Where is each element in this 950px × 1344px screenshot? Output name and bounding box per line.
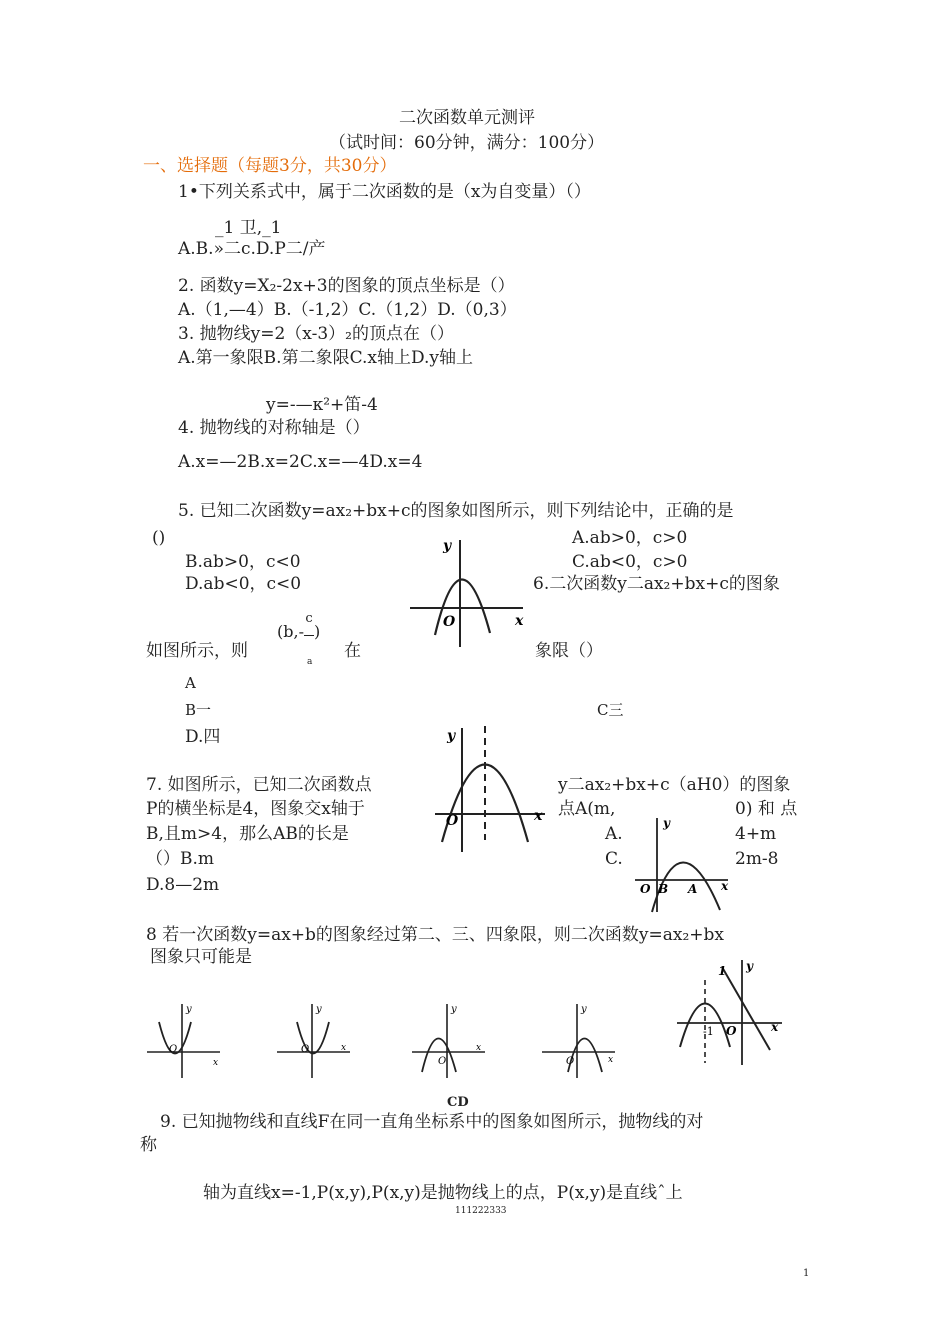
q1-fragment: _1 卫,_1 [215,218,282,238]
q9-line-label: 1 [718,964,727,978]
page-number: 1 [803,1268,810,1279]
q8-graph-a [145,1000,225,1080]
q7-point-a: A [688,882,698,896]
q5-origin: O [443,614,456,630]
q7-option-c: C. [605,849,623,869]
q6-axis-y: y [447,728,456,744]
q7-graph [630,812,735,917]
q3-options: A.第一象限B.第二象限C.x轴上D.y轴上 [178,348,474,368]
q8-graph-d [540,1000,620,1080]
q6-axis-x: x [534,808,543,824]
page-subtitle: （试时间：60分钟，满分：100分） [329,133,605,153]
q8d-origin: O [566,1056,575,1067]
q9-continuation: 称 [140,1135,157,1155]
q6-fraction-numerator: c [305,611,313,626]
q8a-axis-y: y [186,1004,192,1015]
q8c-axis-y: y [451,1004,457,1015]
q5-axis-x: x [515,613,524,629]
q4-stem: 4. 抛物线的对称轴是（） [178,418,370,438]
q9-axis-y: y [746,959,753,973]
q7-line2b: 点A(m, [558,799,616,819]
q7-option-c-value: 2m-8 [735,849,779,869]
q9-minus-one: -1 [703,1025,714,1038]
q8d-axis-y: y [581,1004,587,1015]
q2-stem: 2. 函数y=X₂-2x+3的图象的顶点坐标是（） [178,276,515,296]
q6-graph [430,722,560,857]
q9-axis-x: x [771,1020,779,1034]
q1-stem: 1•下列关系式中，属于二次函数的是（x为自变量）（） [178,182,591,202]
q6-option-b: B一 [185,701,212,719]
q6-continuation: 如图所示，则 [146,641,248,661]
q8-graph-c [410,1000,490,1080]
q1-options: A.B.»二c.D.P二/产 [178,239,326,259]
section-heading: 一、选择题（每题3分，共30分） [143,156,397,176]
q7-point-b: B [658,882,669,896]
q6-option-a: A [185,674,196,692]
q9-origin: O [726,1024,737,1038]
q8a-axis-x: x [213,1058,219,1068]
q4-options: A.x=—2B.x=2C.x=—4D.x=4 [178,452,423,472]
q8-stem: 8 若一次函数y=ax+b的图象经过第二、三、四象限，则二次函数y=ax₂+bx [146,925,725,945]
q8b-origin: O [301,1044,310,1055]
q7-line1a: 7. 如图所示，已知二次函数点 [146,775,372,795]
q7-option-a: A. [605,824,623,844]
q5-option-c: C.ab<0，c>0 [572,552,688,572]
q7-option-b: （）B.m [146,849,215,869]
q6-fraction-denominator: a [307,657,313,667]
q7-line2a: P的横坐标是4，图象交x轴于 [146,799,365,819]
q9-subscripts: 111222333 [455,1206,507,1216]
q6-at: 在 [344,641,361,661]
q7-option-a-value: 4+m [735,824,777,844]
q6-stem: 6.二次函数y二ax₂+bx+c的图象 [533,574,780,594]
q8-option-label-cd: CD [447,1095,469,1110]
q7-line1b: y二ax₂+bx+c（aH0）的图象 [558,775,791,795]
q6-option-d: D.四 [185,727,221,747]
q5-graph [405,535,535,650]
q8c-axis-x: x [476,1043,482,1053]
q9-graph [672,955,787,1070]
q6-option-c: C三 [597,701,624,719]
page-title: 二次函数单元测评 [399,108,535,128]
q3-stem: 3. 抛物线y=2（x-3）₂的顶点在（） [178,324,454,344]
q7-option-d: D.8—2m [146,875,220,895]
q7-line2c: 0) 和 点 [735,799,798,819]
q8c-origin: O [438,1056,447,1067]
q8b-axis-x: x [341,1043,347,1053]
q5-paren: () [152,528,166,548]
q5-axis-y: y [443,538,452,554]
q5-option-a: A.ab>0，c>0 [572,528,688,548]
q2-options: A.（1,—4）B.（-1,2）C.（1,2）D.（0,3） [178,300,517,320]
q6-quadrant: 象限（） [535,641,603,661]
q8b-axis-y: y [316,1004,322,1015]
q8d-axis-x: x [608,1055,614,1065]
q7-origin: O [640,882,651,896]
q6-point: (b,-c ) [277,611,321,641]
q5-option-b: B.ab>0，c<0 [185,552,301,572]
q7-axis-y: y [663,816,670,830]
q9-stem: 9. 已知抛物线和直线F在同一直角坐标系中的图象如图所示，抛物线的对 [160,1112,704,1132]
q5-stem: 5. 已知二次函数y=ax₂+bx+c的图象如图所示，则下列结论中，正确的是 [178,501,734,521]
q8-continuation: 图象只可能是 [150,947,252,967]
q5-option-d: D.ab<0，c<0 [185,574,302,594]
q7-line3: B,且m>4，那么AB的长是 [146,824,349,844]
q4-formula: y=-—к²+笛-4 [266,395,378,415]
q7-axis-x: x [721,879,729,893]
q8-graph-b [275,1000,355,1080]
q8a-origin: O [169,1044,178,1055]
q9-line2: 轴为直线x=-1,P(x,y),P(x,y)是抛物线上的点，P(x,y)是直线ˆ上 [203,1183,683,1203]
q6-origin: O [446,813,459,829]
